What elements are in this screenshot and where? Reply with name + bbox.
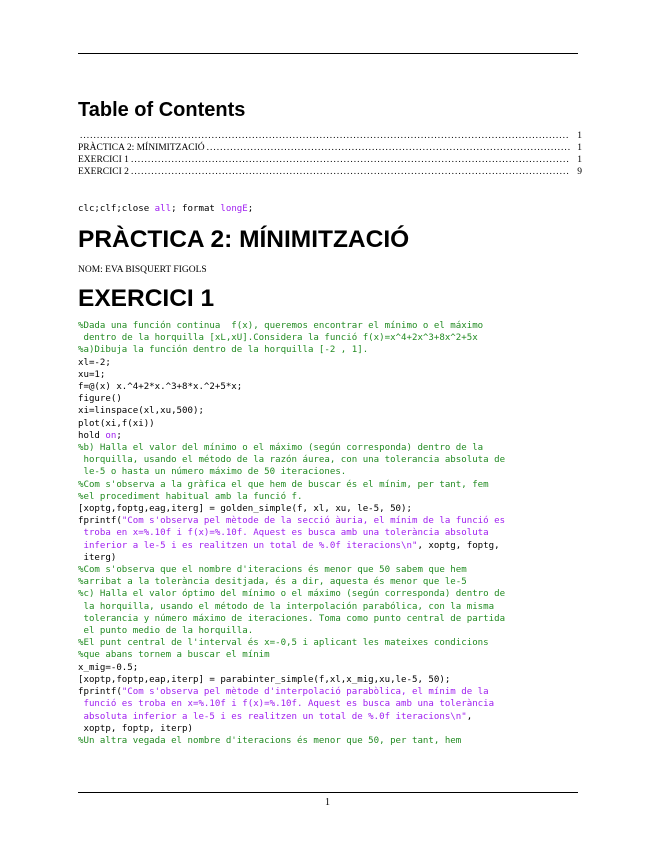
code-token: absoluta inferior a le-5 i es realitzen un total de %.0f iteracions\n" (78, 711, 467, 722)
top-rule (78, 53, 578, 54)
toc-leader-dots (207, 142, 570, 154)
toc-entry-title: EXERCICI 1 (78, 155, 129, 165)
code-block (78, 320, 505, 747)
code-token: figure() (78, 394, 122, 405)
code-token: "Com s'observa pel mètode d'interpolació parabòlica, el mínim de la (121, 687, 489, 698)
code-line (78, 601, 505, 613)
code-token: [xoptp,foptp,eap,iterp] = parabinter_simple(f,xl,x_mig,xu,le-5, 50); (78, 674, 451, 685)
code-token: %Com s'observa que el nombre d'iteracions és menor que 50 sabem que hem (78, 565, 467, 576)
code-token: xl=-2; (78, 357, 111, 368)
toc-entry[interactable] (78, 142, 582, 154)
code-token: f=@(x) x.^4+2*x.^3+8*x.^2+5*x; (78, 382, 243, 393)
code-line (78, 369, 505, 381)
toc-entry-page: 1 (577, 131, 582, 141)
code-token: %que abans tornem a buscar el mínim (78, 650, 270, 661)
code-token: %c) Halla el valor óptimo del mínimo o el máximo (según corresponda) dentro de (78, 589, 506, 600)
code-line (78, 637, 505, 649)
code-line (78, 540, 505, 552)
code-line (78, 466, 505, 478)
toc-entry-title: EXERCICI 2 (78, 167, 129, 177)
code-token: %Un altra vegada el nombre d'iteracions és menor que 50, per tant, hem (78, 735, 462, 746)
code-line (78, 552, 505, 564)
code-token: ; (247, 204, 254, 214)
toc-entry-page: 9 (577, 167, 582, 177)
table-of-contents (78, 130, 582, 178)
code-token: xoptp, foptp, iterp) (78, 723, 193, 734)
code-token: %Com s'observa a la gràfica el que hem de buscar és el mínim, per tant, fem (78, 479, 489, 490)
code-token: x_mig=-0.5; (78, 662, 139, 673)
code-line (78, 625, 505, 637)
toc-entry-page: 1 (577, 143, 582, 153)
code-token: le-5 o hasta un número máximo de 50 iteraciones. (78, 467, 347, 478)
code-token: %El punt central de l'interval és x=-0,5 i aplicant les mateixes condicions (78, 638, 489, 649)
page-number: 1 (325, 797, 330, 808)
code-token: dentro de la horquilla [xL,xU].Considera la funció f(x)=x^4+2x^3+8x^2+5x (78, 333, 478, 344)
code-token: %b) Halla el valor del mínimo o el máximo (según corresponda) dentro de la (78, 443, 484, 454)
code-token: plot(xi,f(xi)) (78, 418, 155, 429)
code-line (78, 723, 505, 735)
code-line (78, 662, 505, 674)
toc-entry[interactable] (78, 130, 582, 142)
code-line (78, 381, 505, 393)
code-line (78, 674, 505, 686)
code-token: hold (78, 430, 106, 441)
code-token: %el procediment habitual amb la funció f. (78, 491, 303, 502)
code-token: inferior a le-5 i es realitzen un total de %.0f iteracions\n" (78, 540, 418, 551)
code-line (78, 442, 505, 454)
code-token: [xoptg,foptg,eag,iterg] = golden_simple(f, xl, xu, le-5, 50); (78, 504, 412, 515)
toc-entry-page: 1 (577, 155, 582, 165)
code-line (78, 735, 505, 747)
code-token: xu=1; (78, 369, 106, 380)
code-line (78, 320, 505, 332)
code-line (78, 686, 505, 698)
code-token: %arribat a la tolerància desitjada, és a dir, aquesta és menor que le-5 (78, 577, 467, 588)
code-token: , xoptg, foptg, (417, 540, 500, 551)
code-line (78, 503, 505, 515)
toc-entry-title: PRÀCTICA 2: MÍNIMITZACIÓ (78, 143, 205, 153)
code-line (78, 588, 505, 600)
toc-leader-dots (131, 154, 570, 166)
code-token: horquilla, usando el método de la razón áurea, con una tolerancia absoluta de (78, 455, 506, 466)
code-token: xi=linspace(xl,xu,500); (78, 406, 204, 417)
code-line (78, 576, 505, 588)
code-line (78, 418, 505, 430)
code-token: %Dada una función continua f(x), queremos encontrar el mínimo o el máximo (78, 321, 484, 331)
code-line (78, 564, 505, 576)
code-token: all (154, 204, 172, 214)
section-title: PRÀCTICA 2: MÍNIMITZACIÓ (78, 226, 410, 253)
code-line (78, 649, 505, 661)
code-token: la horquilla, usando el método de la interpolación parabólica, con la misma (78, 601, 495, 612)
code-line (78, 405, 505, 417)
code-line (78, 698, 505, 710)
toc-leader-dots (80, 130, 570, 142)
code-token: troba en x=%.10f i f(x)=%.10f. Aquest es busca amb una tolerància absoluta (78, 528, 489, 539)
code-line (78, 454, 505, 466)
code-token: iterg) (78, 552, 117, 563)
toc-entry[interactable] (78, 166, 582, 178)
init-code-block (78, 203, 253, 215)
exercise-title: EXERCICI 1 (78, 285, 215, 312)
code-token: el punto medio de la horquilla. (78, 626, 254, 637)
code-token: ; (116, 430, 122, 441)
code-line (78, 344, 505, 356)
bottom-rule (78, 792, 578, 793)
code-token: , (466, 711, 473, 722)
toc-heading: Table of Contents (78, 99, 246, 121)
code-token: funció es troba en x=%.10f i f(x)=%.10f. Aquest es busca amb una tolerància (78, 699, 495, 710)
code-line (78, 515, 505, 527)
code-line (78, 613, 505, 625)
author-line: NOM: EVA BISQUERT FIGOLS (78, 265, 207, 275)
code-line (78, 357, 505, 369)
toc-entry[interactable] (78, 154, 582, 166)
code-token: fprintf( (78, 687, 122, 698)
toc-leader-dots (131, 166, 570, 178)
code-line (78, 393, 505, 405)
code-line (78, 711, 505, 723)
code-token: tolerancia y número máximo de iteraciones. Toma como punto central de partida (78, 613, 506, 624)
code-line (78, 479, 505, 491)
code-token: "Com s'observa pel mètode de la secció àuria, el mínim de la funció es (121, 516, 506, 527)
code-token: fprintf( (78, 516, 122, 527)
code-token: clc;clf;close (78, 204, 155, 214)
code-line (78, 491, 505, 503)
code-line (78, 430, 505, 442)
code-line (78, 332, 505, 344)
code-line (78, 203, 253, 215)
code-line (78, 527, 505, 539)
code-token: %a)Dibuja la función dentro de la horquilla [-2 , 1]. (78, 345, 369, 356)
code-token: on (105, 430, 117, 441)
code-token: longE (220, 204, 248, 214)
code-token: ; format (171, 204, 221, 214)
